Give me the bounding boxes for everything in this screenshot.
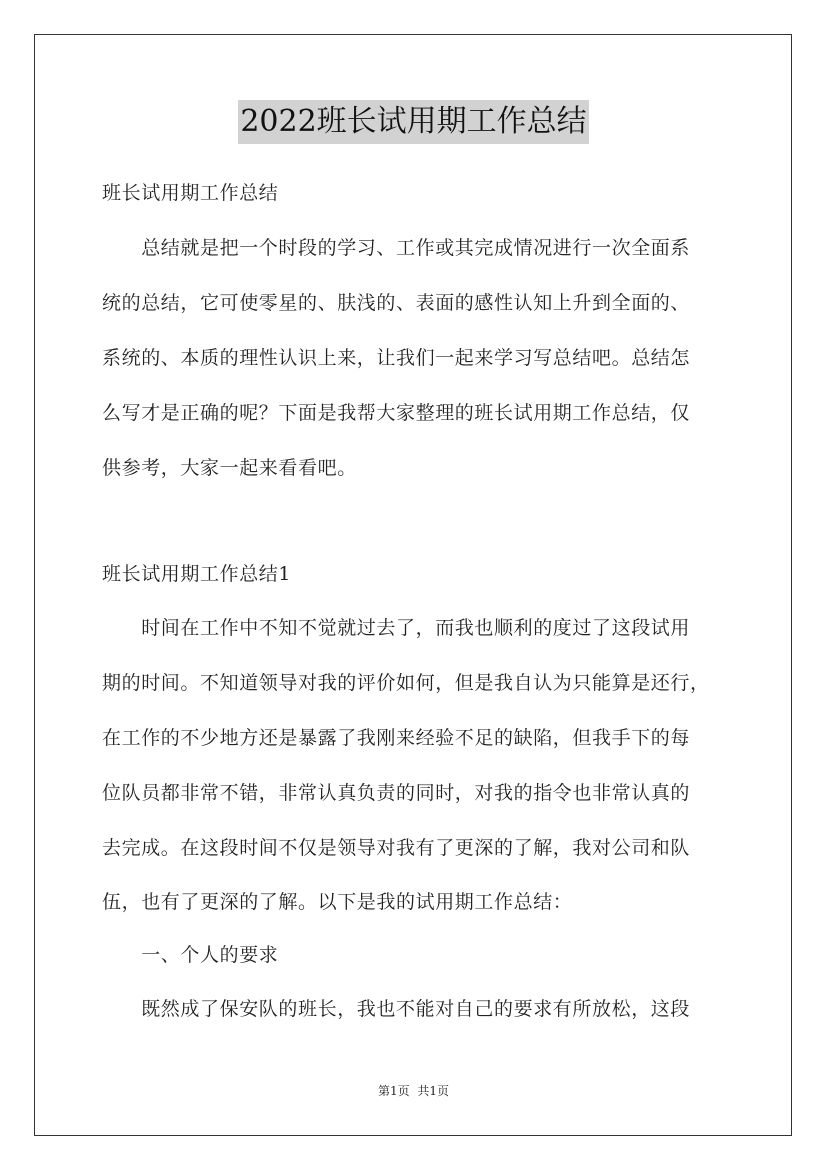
page-footer — [0, 1082, 827, 1099]
text-line: 在工作的不少地方还是暴露了我刚来经验不足的缺陷，但我手下的每 — [102, 727, 691, 749]
text-line: 既然成了保安队的班长，我也不能对自己的要求有所放松，这段 — [102, 998, 691, 1020]
text-line: 位队员都非常不错，非常认真负责的同时，对我的指令也非常认真的 — [102, 782, 691, 804]
text-line: 么写才是正确的呢？下面是我帮大家整理的班长试用期工作总结，仅 — [102, 402, 691, 424]
section-heading: 班长试用期工作总结1 — [102, 563, 292, 585]
title-container — [0, 100, 827, 144]
text-line: 系统的、本质的理性认识上来，让我们一起来学习写总结吧。总结怎 — [102, 347, 691, 369]
text-line: 班长试用期工作总结 — [102, 182, 279, 204]
document-title: 2022班长试用期工作总结 — [238, 100, 588, 144]
text-line: 去完成。在这段时间不仅是领导对我有了更深的了解，我对公司和队 — [102, 837, 691, 859]
page-total: 共1页 — [417, 1084, 450, 1098]
text-line: 供参考，大家一起来看看吧。 — [102, 457, 357, 479]
text-line: 时间在工作中不知不觉就过去了，而我也顺利的度过了这段试用 — [102, 617, 691, 639]
subsection-heading: 一、个人的要求 — [102, 944, 279, 966]
text-line: 伍，也有了更深的了解。以下是我的试用期工作总结： — [102, 891, 573, 913]
text-line: 统的总结，它可使零星的、肤浅的、表面的感性认知上升到全面的、 — [102, 292, 691, 314]
text-line: 期的时间。不知道领导对我的评价如何，但是我自认为只能算是还行， — [102, 672, 710, 694]
page-number: 第1页 — [377, 1084, 410, 1098]
text-line: 总结就是把一个时段的学习、工作或其完成情况进行一次全面系 — [102, 237, 691, 259]
